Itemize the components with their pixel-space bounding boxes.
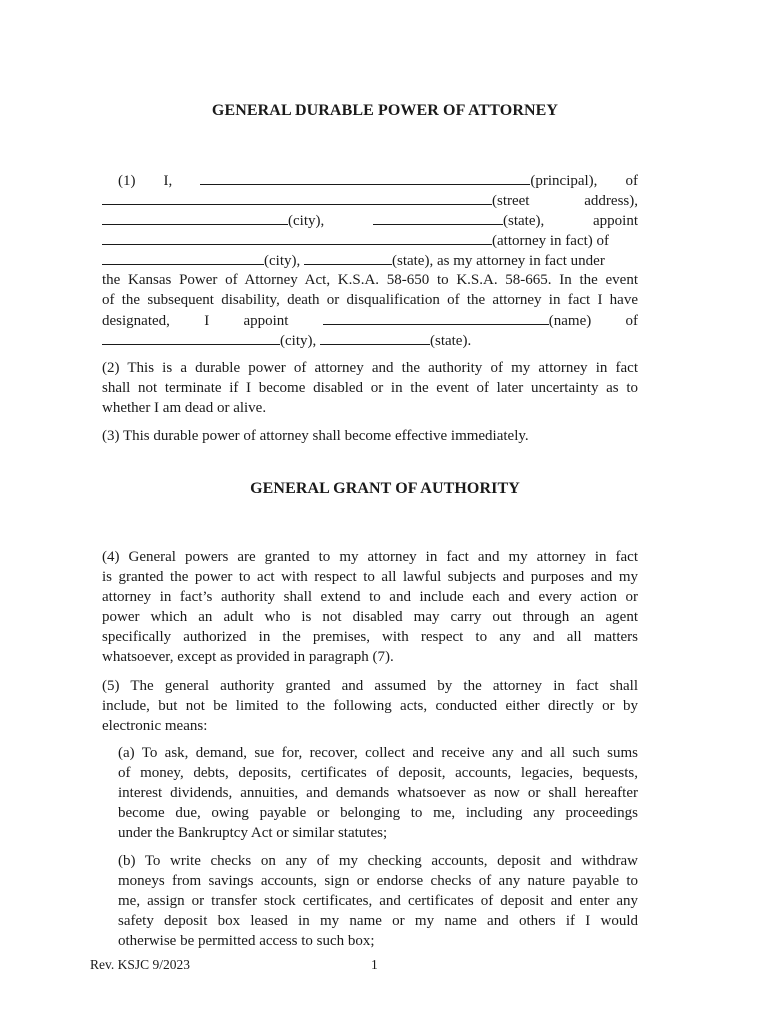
p2-line-2: shall not terminate if I become disabled or in the event of later uncertainty as to bbox=[102, 380, 638, 396]
city-label: (city), bbox=[288, 213, 325, 229]
successor-name-blank[interactable] bbox=[323, 310, 549, 325]
p1-line-4 bbox=[102, 230, 638, 251]
attorney-label: (attorney in fact) of bbox=[492, 233, 610, 249]
pb-line-4: safety deposit box leased in my name or my name and others if I would bbox=[118, 913, 638, 929]
p1-line-2 bbox=[102, 190, 638, 211]
p1-line-6: the Kansas Power of Attorney Act, K.S.A. 58-650 to K.S.A. 58-665. In the event bbox=[102, 272, 638, 288]
state-label: (state), bbox=[503, 213, 545, 229]
pa-line-5: under the Bankruptcy Act or similar statutes; bbox=[118, 825, 388, 841]
pa-line-4: become due, owing payable or belonging to me, including any proceedings bbox=[118, 805, 638, 821]
attorney-state-blank[interactable] bbox=[304, 250, 392, 265]
successor-state-blank[interactable] bbox=[320, 330, 430, 345]
p4-line-3: attorney in fact’s authority shall extend to and include each and every action or bbox=[102, 589, 638, 605]
p1-line-9 bbox=[102, 330, 638, 351]
principal-state-blank[interactable] bbox=[373, 210, 503, 225]
p1-of: of bbox=[625, 173, 638, 189]
p4-line-1: (4) General powers are granted to my attorney in fact and my attorney in fact bbox=[102, 549, 638, 565]
p1-line-5 bbox=[102, 250, 638, 271]
name-label: (name) bbox=[548, 313, 592, 329]
p5-line-2: include, but not be limited to the following acts, conducted either directly or by bbox=[102, 698, 638, 714]
page-number: 1 bbox=[371, 957, 378, 972]
successor-city-blank[interactable] bbox=[102, 330, 280, 345]
p4-line-6: whatsoever, except as provided in paragraph (7). bbox=[102, 649, 394, 665]
pa-line-3: interest dividends, annuities, and demands whatsoever as now or shall hereafter bbox=[118, 785, 638, 801]
state-label-3: (state). bbox=[429, 333, 472, 349]
section-heading: GENERAL GRANT OF AUTHORITY bbox=[250, 480, 520, 497]
principal-street-blank[interactable] bbox=[102, 190, 492, 205]
address-label: address), bbox=[584, 193, 638, 209]
state-label-2: (state), as my attorney in fact under bbox=[391, 253, 605, 269]
pa-line-2: of money, debts, deposits, certificates of deposit, accounts, legacies, bequests, bbox=[118, 765, 638, 781]
designated-label: designated, bbox=[102, 313, 170, 329]
city-label-2: (city), bbox=[264, 253, 301, 269]
p3-line: (3) This durable power of attorney shall become effective immediately. bbox=[102, 428, 529, 444]
p1-line-8 bbox=[102, 310, 638, 331]
appoint-label-2: appoint bbox=[243, 313, 289, 329]
p2-line-3: whether I am dead or alive. bbox=[102, 400, 267, 416]
pb-line-1: (b) To write checks on any of my checking accounts, deposit and withdraw bbox=[118, 853, 638, 869]
p4-line-2: is granted the power to act with respect to all lawful subjects and purposes and my bbox=[102, 569, 638, 585]
pa-line-1: (a) To ask, demand, sue for, recover, collect and receive any and all such sums bbox=[118, 745, 638, 761]
attorney-name-blank[interactable] bbox=[102, 230, 492, 245]
i-label: I bbox=[204, 313, 210, 329]
principal-label: (principal), bbox=[530, 173, 598, 189]
p4-line-4: power which an adult who is not disabled may carry out through an agent bbox=[102, 609, 638, 625]
document-title: GENERAL DURABLE POWER OF ATTORNEY bbox=[211, 102, 559, 119]
p5-line-3: electronic means: bbox=[102, 718, 208, 734]
appoint-label: appoint bbox=[593, 213, 638, 229]
pb-line-3: me, assign or transfer stock certificates, and certificates of deposit and enter any bbox=[118, 893, 638, 909]
principal-city-blank[interactable] bbox=[102, 210, 288, 225]
pb-line-5: otherwise be permitted access to such box; bbox=[118, 933, 375, 949]
p1-line-3 bbox=[102, 210, 638, 231]
p2-line-1: (2) This is a durable power of attorney and the authority of my attorney in fact bbox=[102, 360, 638, 376]
p4-line-5: specifically authorized in the premises, with respect to any and all matters bbox=[102, 629, 638, 645]
pb-line-2: moneys from savings accounts, sign or endorse checks of any nature payable to bbox=[118, 873, 638, 889]
principal-name-blank[interactable] bbox=[200, 170, 530, 185]
p1-of-2: of bbox=[625, 313, 639, 329]
p1-line-1 bbox=[102, 170, 638, 191]
p1-line-7: of the subsequent disability, death or disqualification of the attorney in fact I have bbox=[102, 292, 638, 308]
p5-line-1: (5) The general authority granted and assumed by the attorney in fact shall bbox=[102, 678, 638, 694]
p1-intro: (1) I, bbox=[118, 173, 173, 189]
city-label-3: (city), bbox=[280, 333, 317, 349]
street-label: (street bbox=[492, 193, 530, 209]
revision-footer: Rev. KSJC 9/2023 bbox=[90, 957, 191, 972]
attorney-city-blank[interactable] bbox=[102, 250, 264, 265]
